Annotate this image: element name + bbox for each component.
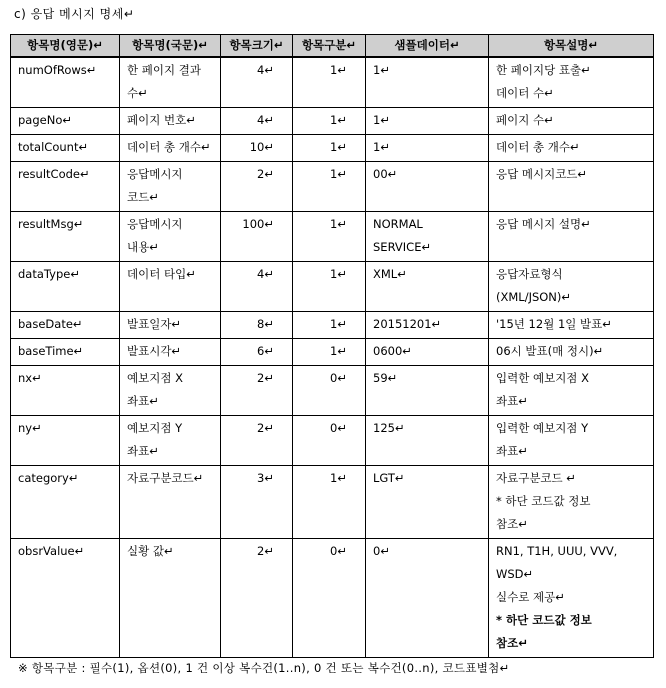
footnote: ※ 항목구분 : 필수(1), 옵션(0), 1 건 이상 복수건(1..n), 0 건 또는 복수건(0..n), 코드표별첨↵ (18, 661, 510, 675)
cell-line: 좌표↵ (127, 394, 159, 408)
cell-type: 1↵ (293, 57, 366, 108)
cell-description (489, 366, 654, 416)
cell-ko-name (120, 339, 221, 366)
cell-en-name: category↵ (11, 466, 120, 539)
cell-size: 8↵ (221, 312, 293, 339)
cell-type: 1↵ (293, 262, 366, 312)
cell-size: 4↵ (221, 108, 293, 135)
cell-line: 수↵ (127, 86, 148, 100)
cell-size: 4↵ (221, 57, 293, 108)
cell-line: 06시 발표(매 정시)↵ (496, 344, 604, 358)
cell-line: 입력한 예보지점 Y (496, 421, 589, 435)
cell-line: 실수로 제공↵ (496, 590, 565, 604)
cell-ko-name (120, 212, 221, 262)
cell-description (489, 312, 654, 339)
cell-type: 1↵ (293, 312, 366, 339)
cell-type: 1↵ (293, 135, 366, 162)
cell-type: 0↵ (293, 366, 366, 416)
cell-size: 10↵ (221, 135, 293, 162)
cell-type: 1↵ (293, 466, 366, 539)
cell-line: 한 페이지당 표출↵ (496, 63, 591, 77)
cell-en-name: nx↵ (11, 366, 120, 416)
cell-line: 데이터 총 개수↵ (127, 140, 211, 154)
cell-sample (366, 366, 489, 416)
cell-en-name: numOfRows↵ (11, 57, 120, 108)
cell-ko-name (120, 466, 221, 539)
cell-description (489, 262, 654, 312)
response-message-spec-table (10, 34, 654, 658)
cell-line: 응답자료형식 (496, 267, 563, 281)
cell-description (489, 57, 654, 108)
column-header-en-name: 항목명(영문)↵ (11, 35, 120, 58)
cell-size: 3↵ (221, 466, 293, 539)
cell-line: 발표시각↵ (127, 344, 182, 358)
cell-ko-name (120, 57, 221, 108)
cell-en-name: dataType↵ (11, 262, 120, 312)
table-header-row (11, 35, 654, 58)
cell-ko-name (120, 108, 221, 135)
cell-line: 한 페이지 결과 (127, 63, 201, 77)
cell-line: 응답메시지 (127, 167, 183, 181)
cell-description (489, 416, 654, 466)
cell-sample (366, 539, 489, 658)
cell-line: 실황 값↵ (127, 544, 174, 558)
cell-type: 1↵ (293, 212, 366, 262)
cell-sample (366, 108, 489, 135)
cell-type: 1↵ (293, 162, 366, 212)
cell-line: 0↵ (373, 544, 390, 558)
table-row (11, 135, 654, 162)
table-row (11, 539, 654, 658)
cell-line: 내용↵ (127, 240, 159, 254)
table-row (11, 212, 654, 262)
cell-line: 발표일자↵ (127, 317, 182, 331)
cell-line: 1↵ (373, 113, 390, 127)
cell-ko-name (120, 366, 221, 416)
cell-line: 0600↵ (373, 344, 412, 358)
cell-line: 참조↵ (496, 636, 528, 650)
cell-line: 예보지점 X (127, 371, 183, 385)
cell-line: 응답 메시지코드↵ (496, 167, 588, 181)
cell-line: 125↵ (373, 421, 405, 435)
cell-type: 0↵ (293, 539, 366, 658)
cell-en-name: totalCount↵ (11, 135, 120, 162)
cell-en-name: resultMsg↵ (11, 212, 120, 262)
cell-en-name: obsrValue↵ (11, 539, 120, 658)
cell-sample (366, 162, 489, 212)
cell-sample (366, 135, 489, 162)
cell-line: 응답 메시지 설명↵ (496, 217, 591, 231)
cell-line: '15년 12월 1일 발표↵ (496, 317, 612, 331)
cell-line: (XML/JSON)↵ (496, 290, 572, 304)
cell-line: 20151201↵ (373, 317, 442, 331)
cell-sample (366, 339, 489, 366)
cell-description (489, 539, 654, 658)
cell-line: 데이터 타입↵ (127, 267, 196, 281)
cell-en-name: ny↵ (11, 416, 120, 466)
cell-line: 좌표↵ (496, 444, 528, 458)
table-row (11, 416, 654, 466)
cell-description (489, 466, 654, 539)
cell-en-name: baseDate↵ (11, 312, 120, 339)
cell-en-name: resultCode↵ (11, 162, 120, 212)
table-row (11, 466, 654, 539)
cell-description (489, 108, 654, 135)
table-row (11, 57, 654, 108)
cell-size: 2↵ (221, 366, 293, 416)
cell-line: 자료구분코드↵ (127, 471, 204, 485)
section-heading: c) 응답 메시지 명세↵ (14, 7, 135, 21)
cell-line: SERVICE↵ (373, 240, 432, 254)
cell-ko-name (120, 162, 221, 212)
table-row (11, 312, 654, 339)
cell-sample (366, 416, 489, 466)
cell-ko-name (120, 262, 221, 312)
cell-line: 59↵ (373, 371, 398, 385)
cell-sample (366, 57, 489, 108)
cell-ko-name (120, 539, 221, 658)
cell-description (489, 339, 654, 366)
cell-line: 자료구분코드 ↵ (496, 471, 576, 485)
cell-sample (366, 262, 489, 312)
cell-line: 좌표↵ (127, 444, 159, 458)
cell-line: 응답메시지 (127, 217, 183, 231)
table-row (11, 339, 654, 366)
cell-sample (366, 466, 489, 539)
cell-line: XML↵ (373, 267, 407, 281)
table-row (11, 162, 654, 212)
cell-line: * 하단 코드값 정보 (496, 613, 592, 627)
cell-line: 1↵ (373, 140, 390, 154)
cell-size: 2↵ (221, 416, 293, 466)
cell-type: 1↵ (293, 108, 366, 135)
cell-size: 100↵ (221, 212, 293, 262)
cell-description (489, 135, 654, 162)
column-header-description: 항목설명↵ (489, 35, 654, 58)
table-row (11, 366, 654, 416)
cell-en-name: pageNo↵ (11, 108, 120, 135)
cell-sample (366, 212, 489, 262)
cell-line: 좌표↵ (496, 394, 528, 408)
table-row (11, 262, 654, 312)
cell-line: 페이지 번호↵ (127, 113, 196, 127)
column-header-sample: 샘플데이터↵ (366, 35, 489, 58)
cell-line: * 하단 코드값 정보 (496, 494, 591, 508)
table-row (11, 108, 654, 135)
cell-size: 2↵ (221, 162, 293, 212)
cell-size: 6↵ (221, 339, 293, 366)
cell-line: 참조↵ (496, 517, 528, 531)
cell-size: 2↵ (221, 539, 293, 658)
cell-line: 입력한 예보지점 X (496, 371, 589, 385)
cell-size: 4↵ (221, 262, 293, 312)
cell-description (489, 162, 654, 212)
cell-line: 데이터 수↵ (496, 86, 554, 100)
column-header-type: 항목구분↵ (293, 35, 366, 58)
cell-line: 코드↵ (127, 190, 159, 204)
cell-description (489, 212, 654, 262)
cell-line: RN1, T1H, UUU, VVV, (496, 544, 618, 558)
cell-line: 페이지 수↵ (496, 113, 554, 127)
column-header-size: 항목크기↵ (221, 35, 293, 58)
cell-en-name: baseTime↵ (11, 339, 120, 366)
cell-ko-name (120, 416, 221, 466)
cell-line: WSD↵ (496, 567, 534, 581)
cell-ko-name (120, 135, 221, 162)
cell-type: 1↵ (293, 339, 366, 366)
column-header-ko-name: 항목명(국문)↵ (120, 35, 221, 58)
cell-line: NORMAL (373, 217, 423, 231)
cell-line: 예보지점 Y (127, 421, 183, 435)
cell-type: 0↵ (293, 416, 366, 466)
cell-line: LGT↵ (373, 471, 405, 485)
cell-ko-name (120, 312, 221, 339)
cell-line: 00↵ (373, 167, 398, 181)
cell-line: 데이터 총 개수↵ (496, 140, 580, 154)
cell-sample (366, 312, 489, 339)
cell-line: 1↵ (373, 63, 390, 77)
